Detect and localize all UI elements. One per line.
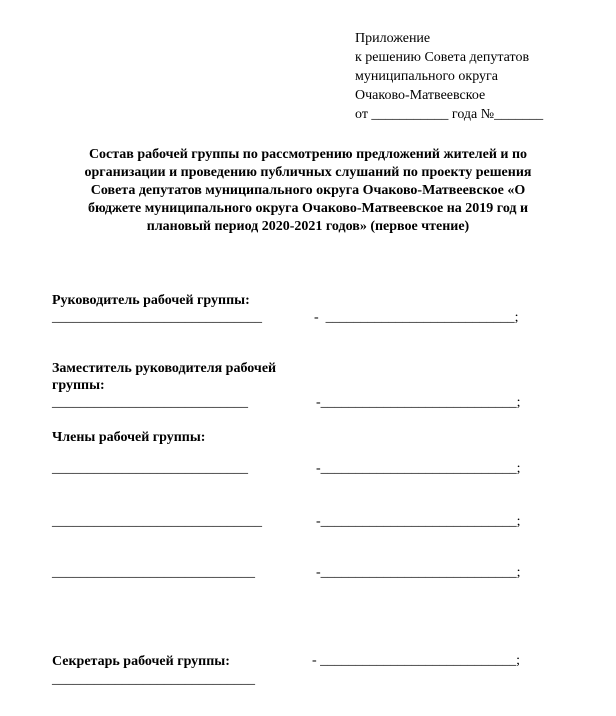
member-3-signature-line: -____________________________; [316, 565, 521, 580]
member-2-signature-line: -____________________________; [316, 514, 521, 529]
head-label: Руководитель рабочей группы: [52, 293, 250, 308]
appendix-line-2: к решению Совета депутатов [355, 50, 530, 65]
members-label: Члены рабочей группы: [52, 430, 206, 445]
appendix-line-1: Приложение [355, 31, 431, 46]
head-signature-line: - ___________________________; [314, 310, 519, 325]
member-3-name-line: _____________________________ [52, 565, 255, 580]
secretary-label: Секретарь рабочей группы: [52, 654, 230, 669]
secretary-name-line: _____________________________ [52, 672, 255, 687]
appendix-line-3: муниципального округа [355, 69, 498, 84]
title-line-1: Состав рабочей группы по рассмотрению предложений жителей и по [88, 147, 528, 162]
deputy-label-line-1: Заместитель руководителя рабочей [52, 361, 277, 376]
title-line-5: плановый период 2020-2021 годов» (первое чтение) [146, 219, 470, 234]
title-line-4: бюджете муниципального округа Очаково-Матвеевское на 2019 год и [87, 201, 529, 216]
title-line-3: Совета депутатов муниципального округа Очаково-Матвеевское «О [90, 183, 526, 198]
document-title [40, 146, 576, 236]
member-1-name-line: ____________________________ [52, 461, 248, 476]
title-line-2: организации и проведению публичных слушаний по проекту решения [84, 165, 532, 180]
member-2-name-line: ______________________________ [52, 514, 262, 529]
deputy-label-line-2: группы: [52, 378, 105, 393]
deputy-signature-line: -____________________________; [316, 395, 521, 410]
head-name-line: ______________________________ [52, 310, 262, 325]
secretary-signature-line: - ____________________________; [312, 653, 521, 668]
deputy-name-line: ____________________________ [52, 395, 248, 410]
appendix-line-5: от ___________ года №_______ [355, 107, 544, 122]
member-1-signature-line: -____________________________; [316, 461, 521, 476]
appendix-line-4: Очаково-Матвеевское [355, 88, 486, 103]
